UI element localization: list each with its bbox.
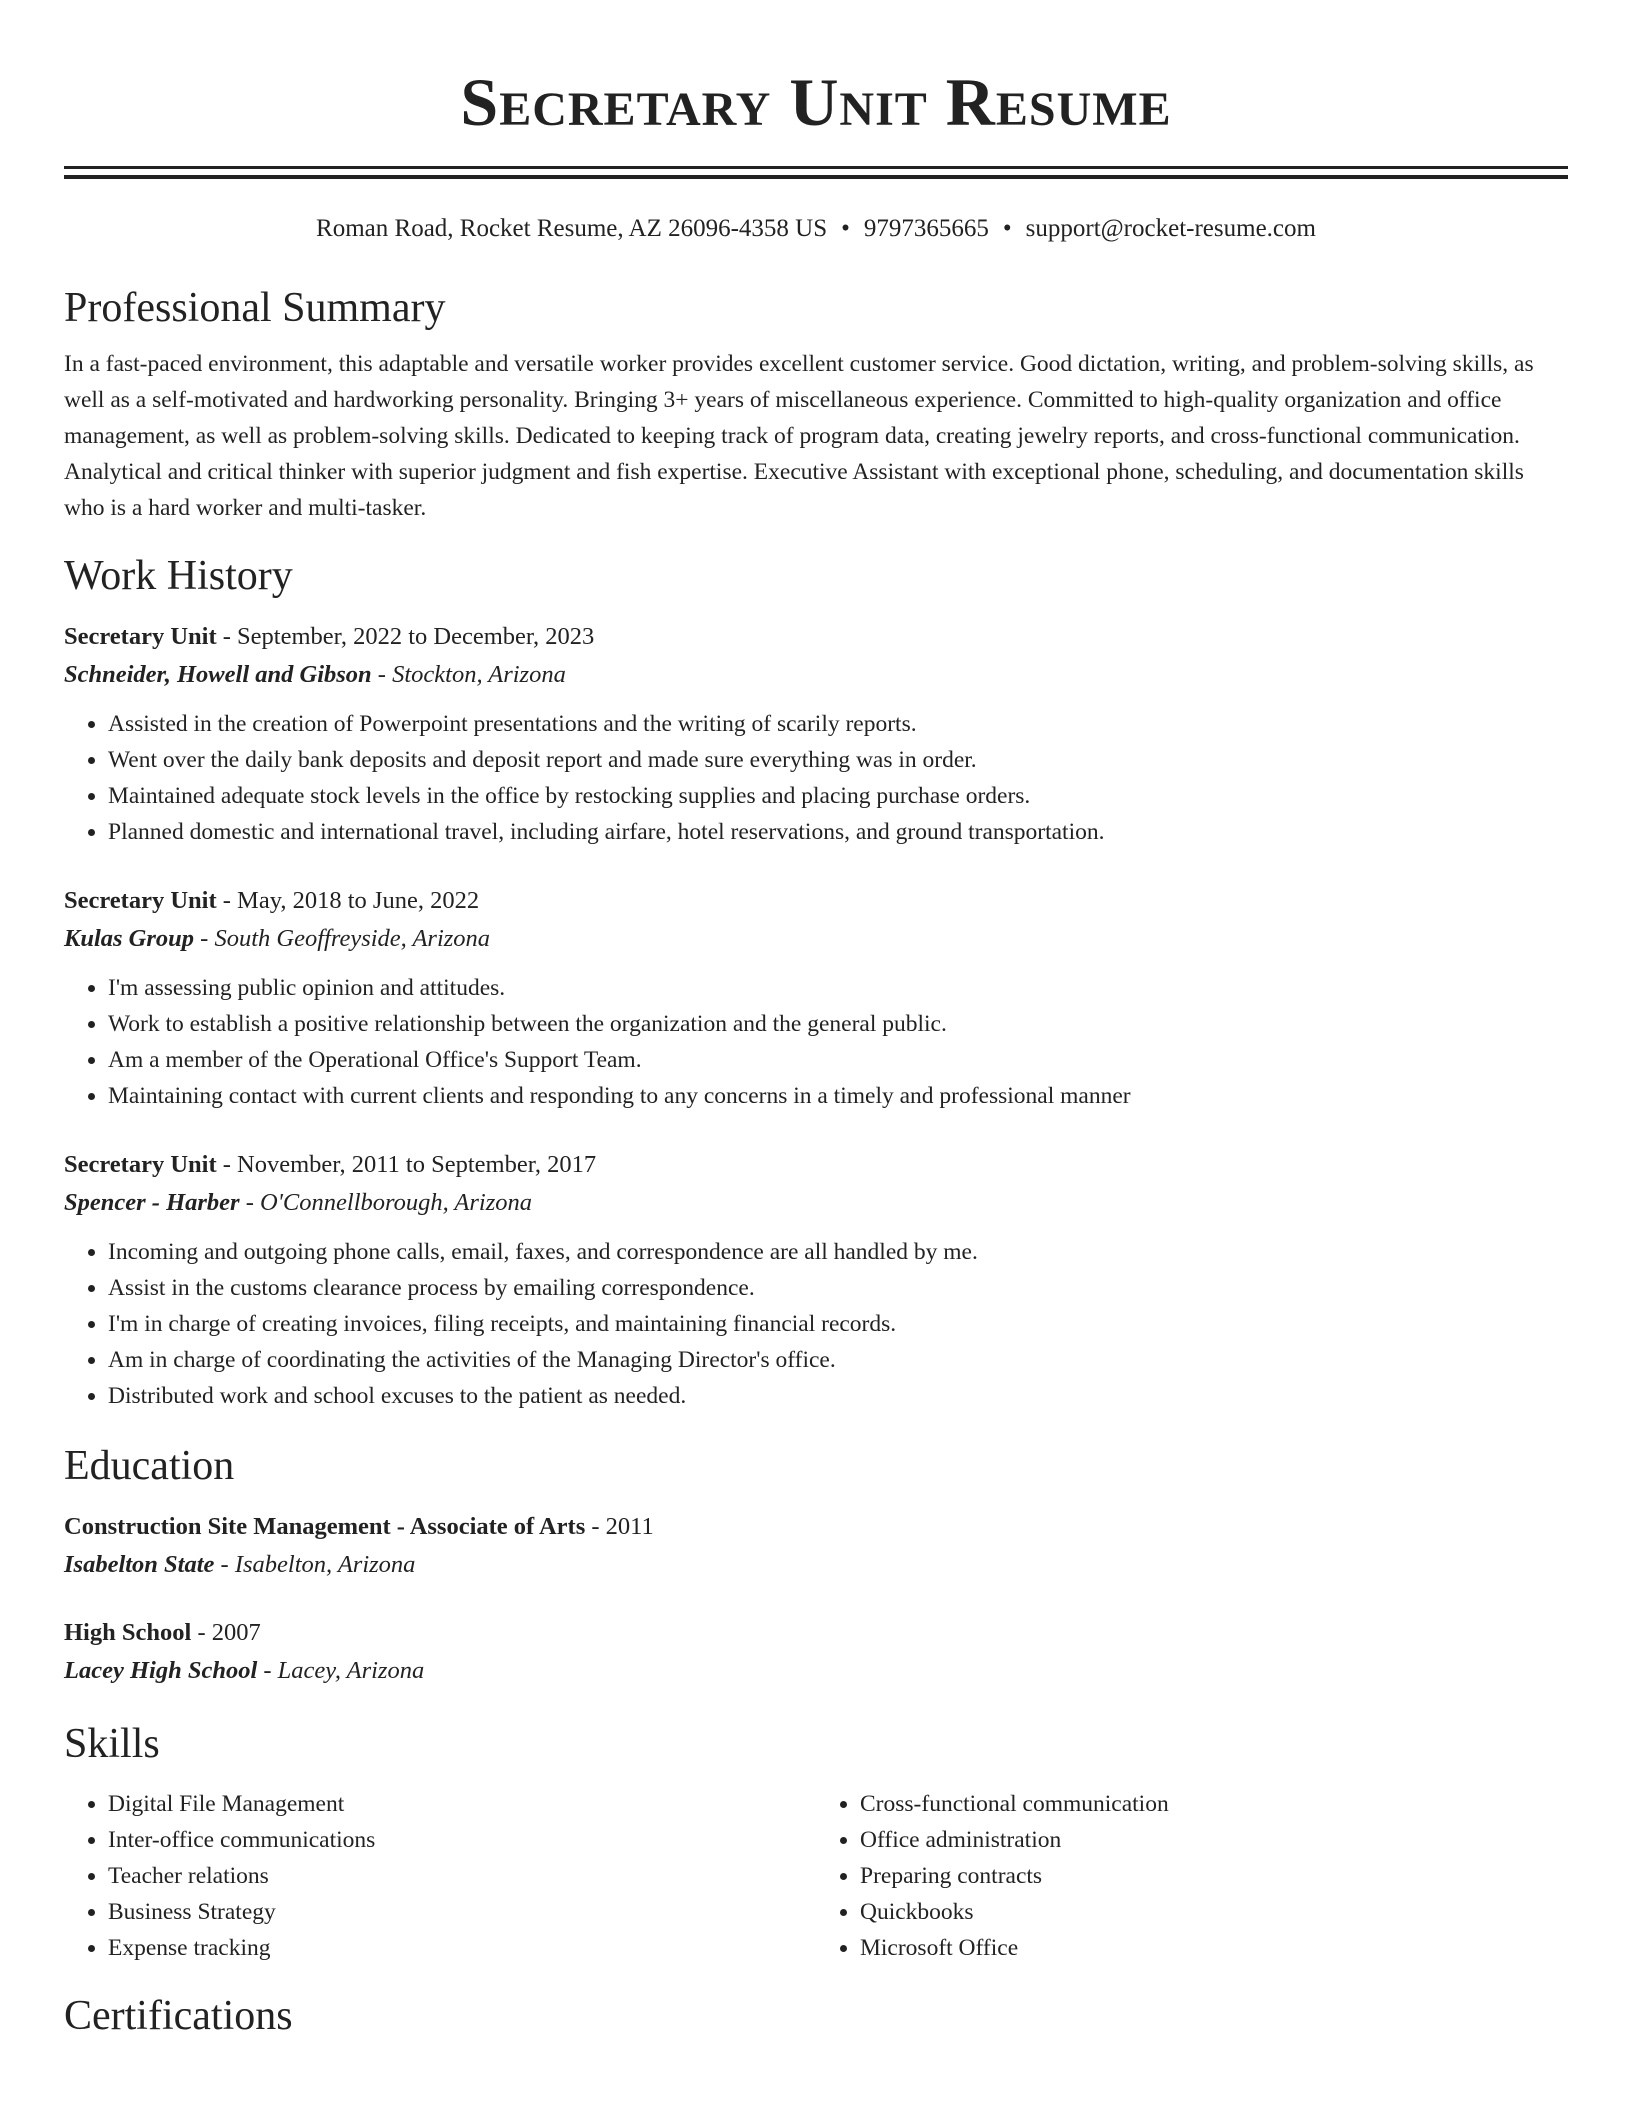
- list-item: • Assisted in the creation of Powerpoint presentations and the writing of scarily reports.: [108, 706, 1568, 742]
- certifications-heading: Certifications: [64, 1993, 293, 2039]
- job-title: Secretary Unit: [64, 1151, 217, 1178]
- skill-item: • Business Strategy: [108, 1894, 816, 1930]
- education-location: - Isabelton, Arizona: [214, 1551, 416, 1578]
- education-degree: Construction Site Management - Associate of Arts: [64, 1513, 586, 1540]
- education-location: - Lacey, Arizona: [257, 1657, 425, 1684]
- job-title-line: [64, 1146, 1568, 1184]
- job-bullets: [64, 1234, 1568, 1414]
- title-divider-bottom: [64, 175, 1568, 179]
- list-item: • Am a member of the Operational Office's Support Team.: [108, 1042, 1568, 1078]
- resume-title: Secretary Unit Resume: [460, 64, 1172, 140]
- education-school: Lacey High School: [64, 1657, 258, 1684]
- work-history-heading: Work History: [64, 553, 293, 599]
- job-location: - South Geoffreyside, Arizona: [194, 925, 491, 952]
- summary-text: In a fast-paced environment, this adaptable and versatile worker provides excellent customer service. Good dictation, writing, and problem-solving skills, as well as a self-motivated and hardworking personality. Bringing 3+ years of miscellaneous experience. Committed to high-quality organization and office management, as well as problem-solving skills. Dedicated to keeping track of program data, creating jewelry reports, and cross-functional communication. Analytical and critical thinker with superior judgment and fish expertise. Executive Assistant with exceptional phone, scheduling, and documentation skills who is a hard worker and multi-tasker.: [64, 351, 1534, 521]
- skill-item: • Microsoft Office: [860, 1930, 1568, 1966]
- certifications-section: [64, 1990, 1568, 2042]
- job-company-line: [64, 1184, 1568, 1222]
- contact-address: Roman Road, Rocket Resume, AZ 26096-4358 US: [316, 215, 828, 242]
- skill-item: • Digital File Management: [108, 1786, 816, 1822]
- skill-item: • Expense tracking: [108, 1930, 816, 1966]
- skills-grid: [64, 1786, 1568, 1966]
- title-divider-top: [64, 166, 1568, 169]
- list-item: • Work to establish a positive relationship between the organization and the general public.: [108, 1006, 1568, 1042]
- skill-item: • Office administration: [860, 1822, 1568, 1858]
- list-item: • Maintaining contact with current clients and responding to any concerns in a timely and professional manner: [108, 1078, 1568, 1114]
- contact-line: [64, 212, 1568, 246]
- list-item: • Went over the daily bank deposits and deposit report and made sure everything was in order.: [108, 742, 1568, 778]
- list-item: • Planned domestic and international travel, including airfare, hotel reservations, and ground transportation.: [108, 814, 1568, 850]
- contact-separator: •: [1002, 215, 1012, 242]
- job-company: Spencer - Harber: [64, 1189, 240, 1216]
- skill-item: • Quickbooks: [860, 1894, 1568, 1930]
- skill-item: • Teacher relations: [108, 1858, 816, 1894]
- list-item: • Distributed work and school excuses to the patient as needed.: [108, 1378, 1568, 1414]
- resume-page: [64, 0, 1568, 2042]
- education-year: - 2011: [585, 1513, 654, 1540]
- education-degree-line: [64, 1508, 1568, 1546]
- job-company: Schneider, Howell and Gibson: [64, 661, 372, 688]
- list-item: • I'm in charge of creating invoices, filing receipts, and maintaining financial records.: [108, 1306, 1568, 1342]
- summary-section: [64, 282, 1568, 526]
- job-dates: - September, 2022 to December, 2023: [216, 623, 595, 650]
- work-history-section: [64, 550, 1568, 1414]
- education-heading: Education: [64, 1443, 235, 1489]
- list-item: • Assist in the customs clearance process by emailing correspondence.: [108, 1270, 1568, 1306]
- job-company-line: [64, 920, 1568, 958]
- education-section: [64, 1440, 1568, 1690]
- job-entry: [64, 618, 1568, 850]
- education-school-line: [64, 1652, 1568, 1690]
- job-company-line: [64, 656, 1568, 694]
- skills-column-left: [64, 1786, 816, 1966]
- contact-phone: 9797365665: [863, 215, 989, 242]
- education-school: Isabelton State: [64, 1551, 215, 1578]
- education-entry: [64, 1614, 1568, 1690]
- skill-item: • Inter-office communications: [108, 1822, 816, 1858]
- education-year: - 2007: [191, 1619, 261, 1646]
- education-school-line: [64, 1546, 1568, 1584]
- job-location: - O'Connellborough, Arizona: [239, 1189, 533, 1216]
- skill-item: • Preparing contracts: [860, 1858, 1568, 1894]
- skills-section: [64, 1718, 1568, 1966]
- contact-separator: •: [841, 215, 850, 242]
- list-item: • I'm assessing public opinion and attitudes.: [108, 970, 1568, 1006]
- job-title-line: [64, 618, 1568, 656]
- contact-email: support@rocket-resume.com: [1025, 215, 1316, 242]
- list-item: • Am in charge of coordinating the activities of the Managing Director's office.: [108, 1342, 1568, 1378]
- job-title: Secretary Unit: [64, 887, 217, 914]
- job-entry: [64, 882, 1568, 1114]
- job-dates: - November, 2011 to September, 2017: [216, 1151, 597, 1178]
- skills-heading: Skills: [64, 1721, 160, 1767]
- job-bullets: [64, 706, 1568, 850]
- job-title: Secretary Unit: [64, 623, 217, 650]
- job-company: Kulas Group: [64, 925, 195, 952]
- job-dates: - May, 2018 to June, 2022: [216, 887, 480, 914]
- education-entry: [64, 1508, 1568, 1584]
- summary-heading: Professional Summary: [64, 285, 446, 331]
- job-entry: [64, 1146, 1568, 1414]
- education-degree: High School: [64, 1619, 192, 1646]
- list-item: • Incoming and outgoing phone calls, email, faxes, and correspondence are all handled by me.: [108, 1234, 1568, 1270]
- job-location: - Stockton, Arizona: [371, 661, 566, 688]
- skill-item: • Cross-functional communication: [860, 1786, 1568, 1822]
- job-title-line: [64, 882, 1568, 920]
- job-bullets: [64, 970, 1568, 1114]
- list-item: • Maintained adequate stock levels in the office by restocking supplies and placing purchase orders.: [108, 778, 1568, 814]
- education-degree-line: [64, 1614, 1568, 1652]
- skills-column-right: [816, 1786, 1568, 1966]
